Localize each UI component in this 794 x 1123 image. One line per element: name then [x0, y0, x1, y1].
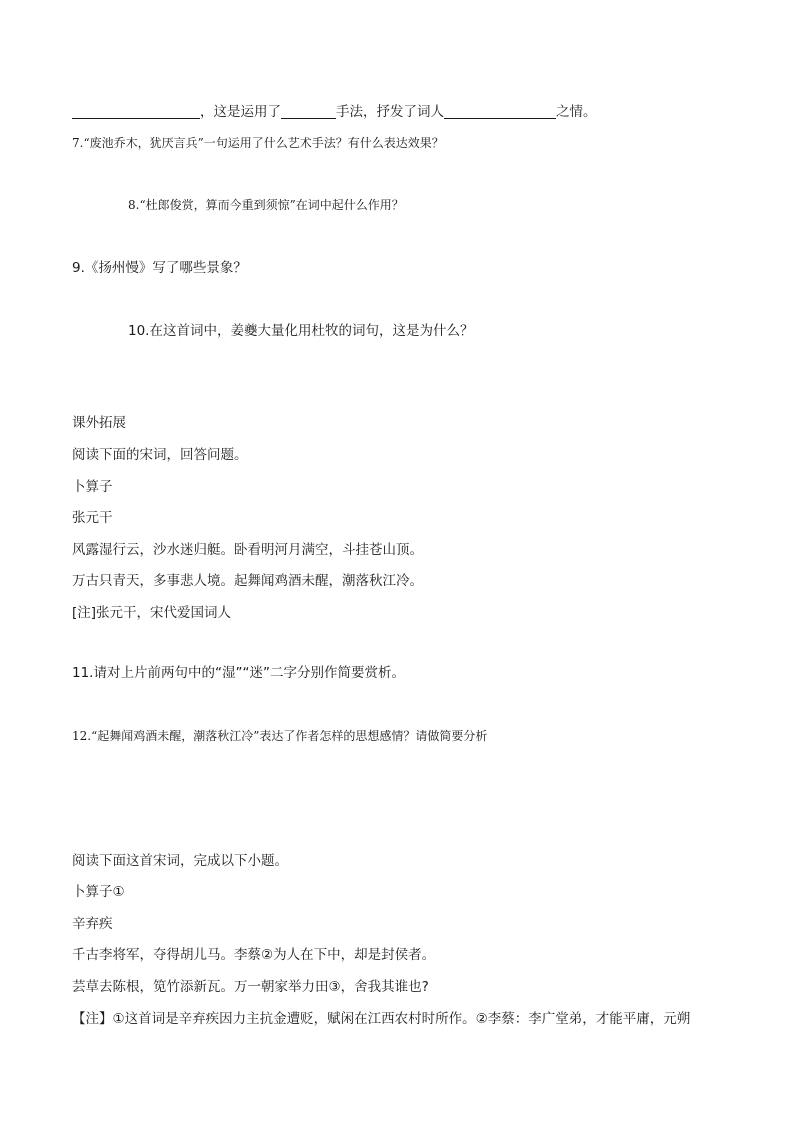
- answer-blank[interactable]: [281, 104, 336, 119]
- poem-title: 卜算子: [72, 479, 113, 495]
- poem-line: 万古只青天，多事悲人境。起舞闻鸡酒未醒，潮落秋江冷。: [72, 573, 423, 589]
- poem-author: 辛弃疾: [72, 916, 113, 932]
- section-instruction: 阅读下面这首宋词，完成以下小题。: [72, 853, 288, 869]
- answer-blank[interactable]: [444, 104, 556, 119]
- section-instruction: 阅读下面的宋词，回答问题。: [72, 447, 248, 463]
- poem-line: 芸草去陈根，笕竹添新瓦。万一朝家举力田③，舍我其谁也?: [72, 979, 429, 995]
- question-10: 10.在这首词中，姜夔大量化用杜牧的词句，这是为什么？: [128, 323, 474, 339]
- answer-blank[interactable]: [72, 104, 200, 119]
- question-8: 8.“杜郎俊赏，算而今重到须惊”在词中起什么作用？: [128, 198, 404, 212]
- poem-note: 【注】①这首词是辛弃疾因力主抗金遭贬，赋闲在江西农村时所作。②李蔡：李广堂弟，才能平庸，元朔: [72, 1011, 691, 1027]
- section-heading: 课外拓展: [72, 415, 126, 431]
- question-7: 7.“废池乔木，犹厌言兵”一句运用了什么艺术手法？有什么表达效果？: [72, 136, 444, 150]
- question-9: 9.《扬州慢》写了哪些景象？: [72, 260, 247, 276]
- question-11: 11.请对上片前两句中的“湿”“迷”二字分别作简要赏析。: [72, 665, 405, 681]
- poem-note: [注]张元干，宋代爱国词人: [72, 605, 232, 621]
- question-12: 12.“起舞闻鸡酒未醒，潮落秋江冷”表达了作者怎样的思想感情？请做简要分析: [72, 729, 488, 743]
- poem-author: 张元干: [72, 510, 113, 526]
- poem-line: 风露湿行云，沙水迷归艇。卧看明河月满空，斗挂苍山顶。: [72, 542, 423, 558]
- fill-in-line: ，这是运用了 手法，抒发了词人 之情。: [72, 102, 597, 122]
- poem-line: 千古李将军，夺得胡儿马。李蔡②为人在下中，却是封侯者。: [72, 947, 436, 963]
- poem-title: 卜算子①: [72, 884, 125, 900]
